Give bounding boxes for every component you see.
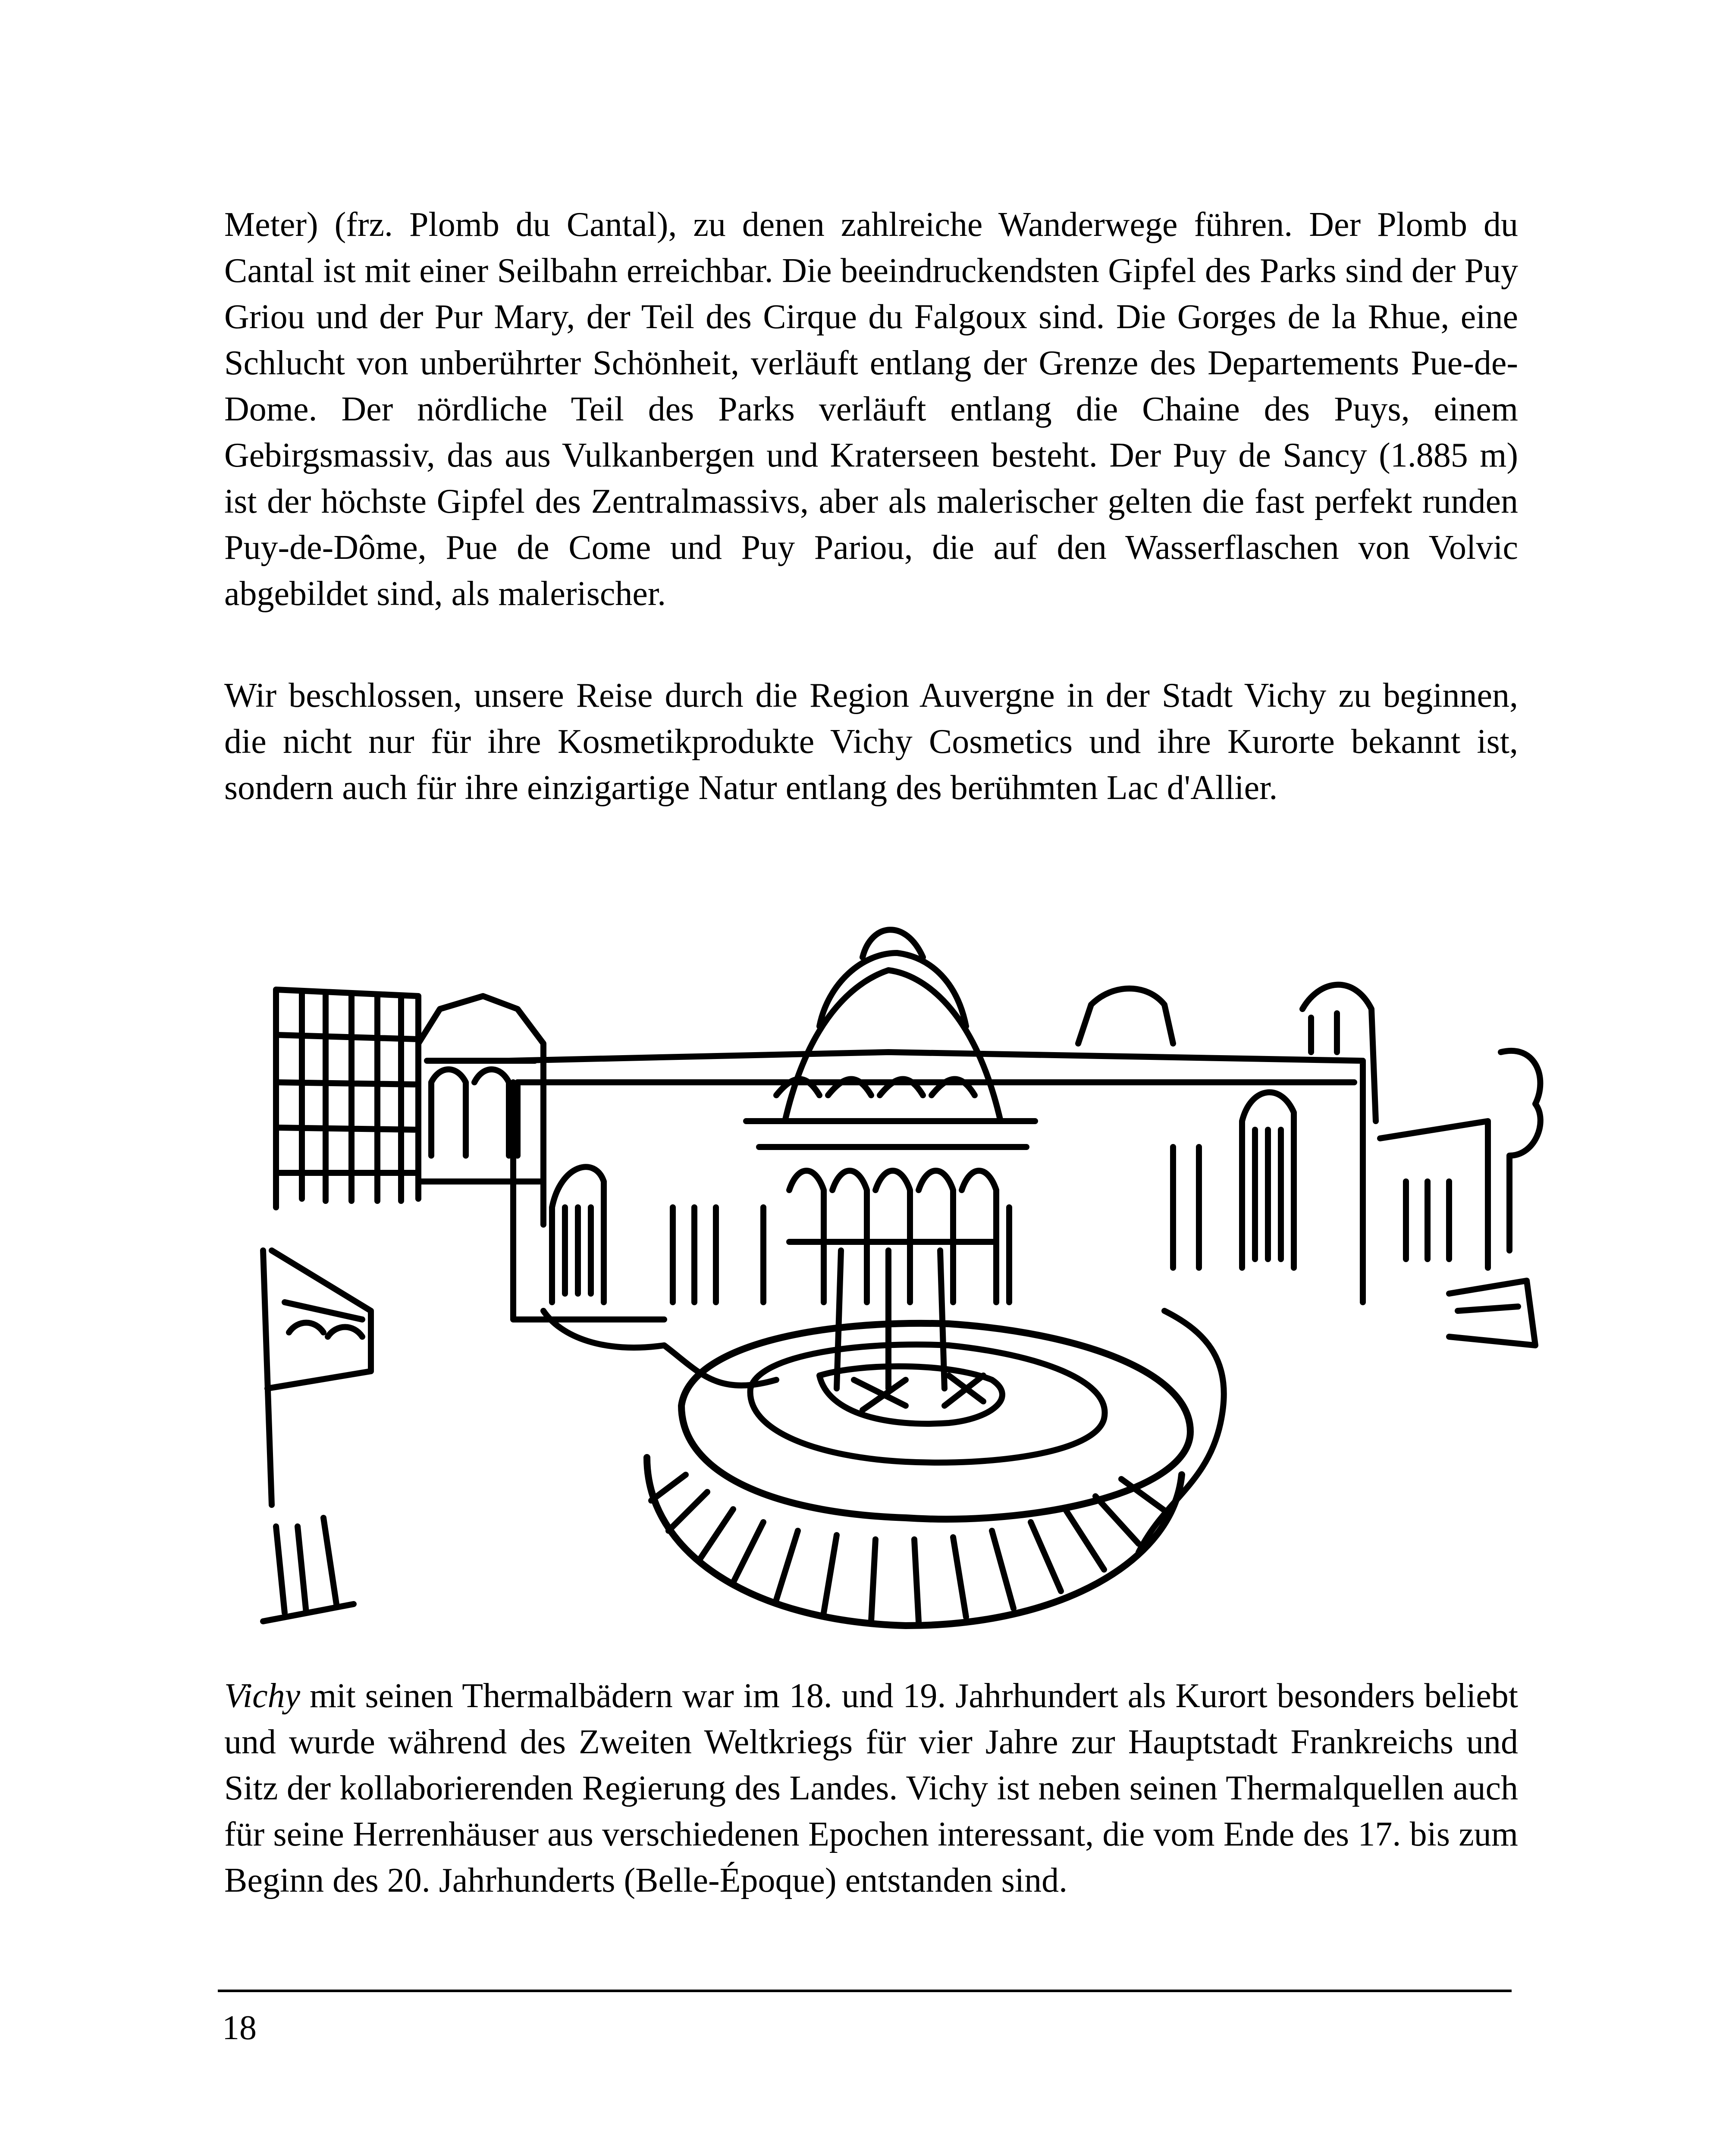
paragraph-2 xyxy=(224,673,1518,811)
footer-divider xyxy=(218,1990,1512,1992)
paragraph-3-body: mit seinen Thermalbädern war im 18. und 19. Jahrhundert als Kurort besonders beliebt und wurde während des Zweiten Weltkriegs für vier Jahre zur Hauptstadt Frankreichs und Sitz der kollaborierenden Regierung des Landes. Vichy ist neben seinen Thermalquellen auch für seine Herrenhäuser aus verschiedenen Epochen interessant, die vom Ende des 17. bis zum Beginn des 20. Jahrhunderts (Belle-Époque) entstanden sind. xyxy=(224,1677,1518,1899)
paragraph-1-text: Meter) (frz. Plomb du Cantal), zu denen zahlreiche Wanderwege führen. Der Plomb du Cantal ist mit einer Seilbahn erreichbar. Die beeindruckendsten Gipfel des Parks sind der Puy Griou und der Pur Mary, der Teil des Cirque du Falgoux sind. Die Gorges de la Rhue, eine Schlucht von unberührter Schönheit, verläuft entlang der Grenze des Departements Pue-de-Dome. Der nördliche Teil des Parks verläuft entlang die Chaine des Puys, einem Gebirgsmassiv, das aus Vulkanbergen und Kraterseen besteht. Der Puy de Sancy (1.885 m) ist der höchste Gipfel des Zentralmassivs, aber als malerischer gelten die fast perfekt runden Puy-de-Dôme, Pue de Come und Puy Pariou, die auf den Wasserflaschen von Volvic abgebildet sind, als malerischer. xyxy=(224,206,1518,613)
page-number: 18 xyxy=(222,2009,257,2047)
paragraph-3-lead: Vichy xyxy=(224,1677,301,1715)
paragraph-3-text xyxy=(224,1673,1518,1904)
vichy-thermal-baths-drawing xyxy=(216,880,1553,1647)
paragraph-1 xyxy=(224,202,1518,617)
paragraph-3 xyxy=(224,1673,1518,1904)
paragraph-2-text: Wir beschlossen, unsere Reise durch die Region Auvergne in der Stadt Vichy zu beginnen, die nicht nur für ihre Kosmetikprodukte Vichy Cosmetics und ihre Kurorte bekannt ist, sondern auch für ihre einzigartige Natur entlang des berühmten Lac d'Allier. xyxy=(224,677,1518,807)
